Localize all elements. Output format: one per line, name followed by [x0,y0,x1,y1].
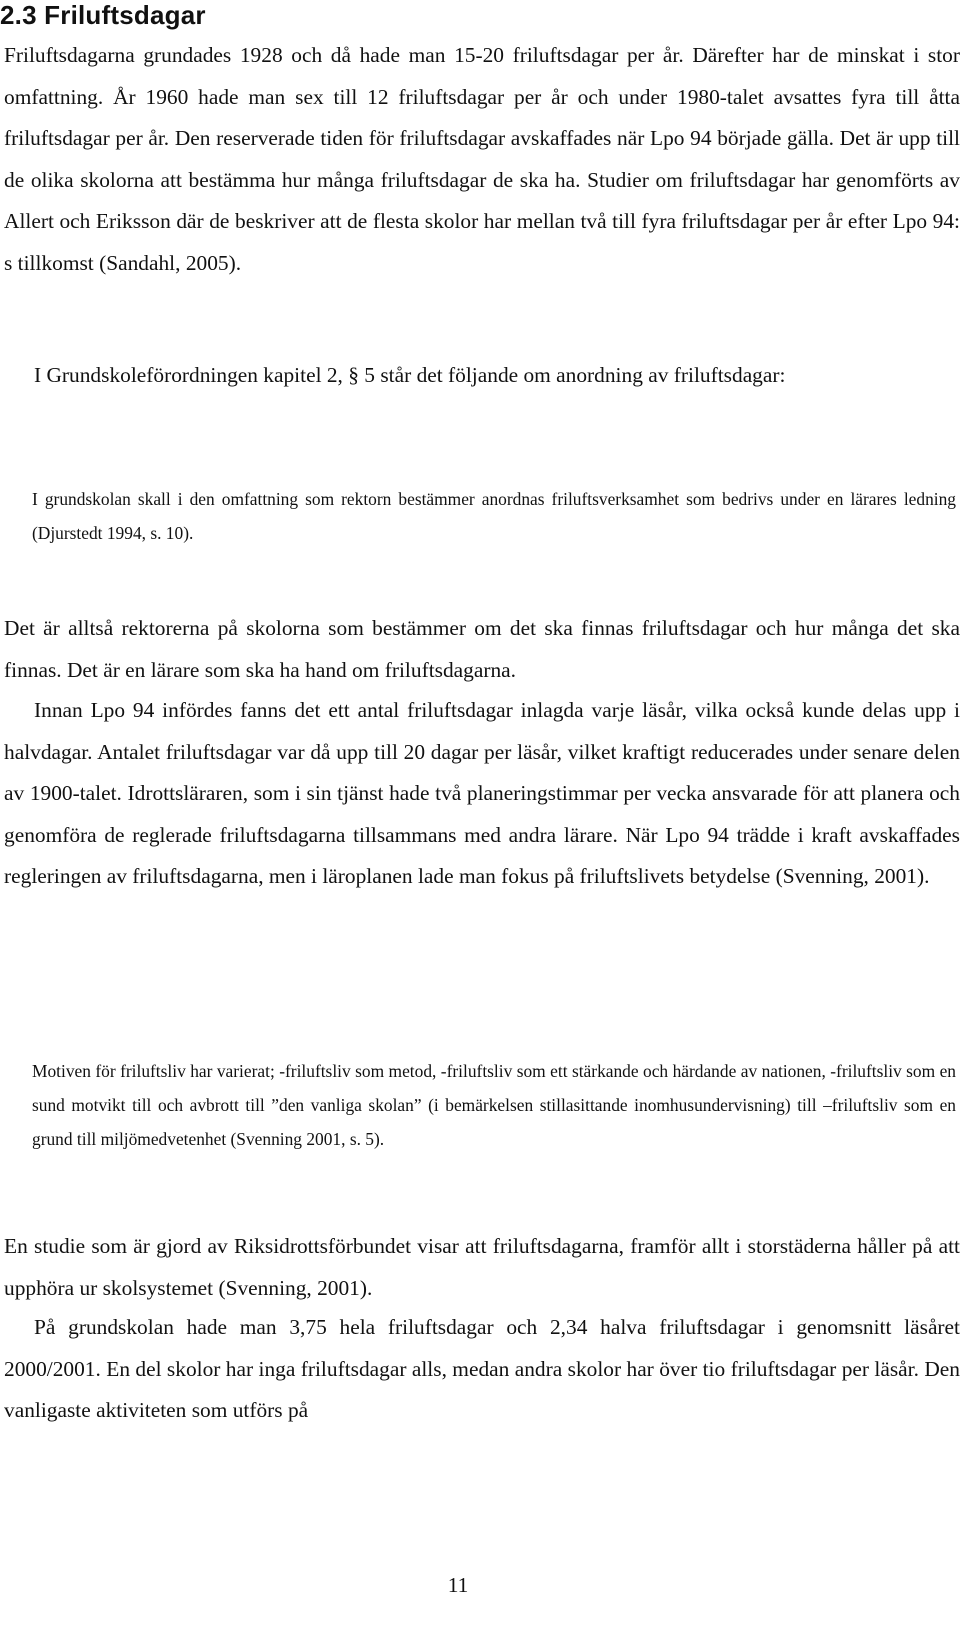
paragraph-grundskoleforordningen: I Grundskoleförordningen kapitel 2, § 5 står det följande om anordning av friluftsdagar: [34,363,786,387]
block-quote-motiven: Motiven för friluftsliv har varierat; -friluftsliv som metod, -friluftsliv som ett stärkande och härdande av nationen, -friluftsliv som en sund motvikt till och avbrott till ”den vanliga skolan” (i bemärkelsen stillasittande inomhusundervisning) till –friluftsliv som en grund till miljömedvetenhet (Svenning 2001, s. 5). [32,1061,956,1149]
page-number: 11 [447,1573,469,1597]
paragraph-history: Friluftsdagarna grundades 1928 och då hade man 15-20 friluftsdagar per år. Därefter har de minskat i stor omfattning. År 1960 hade man sex till 12 friluftsdagar per år och under 1980-talet avsattes fyra till åtta friluftsdagar per år. Den reserverade tiden för friluftsdagar avskaffades när Lpo 94 började gälla. Det är upp till de olika skolorna att bestämma hur många friluftsdagar de ska ha. Studier om friluftsdagar har genomförts av Allert och Eriksson där de beskriver att de flesta skolor har mellan två till fyra friluftsdagar per år efter Lpo 94: s tillkomst (Sandahl, 2005). [4,43,960,275]
paragraph-innan-lpo94: Innan Lpo 94 infördes fanns det ett antal friluftsdagar inlagda varje läsår, vilka också kunde delas upp i halvdagar. Antalet friluftsdagar var då upp till 20 dagar per läsår, vilket kraftigt reducerades under senare delen av 1900-talet. Idrottsläraren, som i sin tjänst hade två planeringstimmar per vecka ansvarade för att planera och genomföra de reglerade friluftsdagarna tillsammans med andra lärare. När Lpo 94 trädde i kraft avskaffades regleringen av friluftsdagarna, men i läroplanen lade man fokus på friluftslivets betydelse (Svenning, 2001). [4,698,960,888]
paragraph-rektorerna: Det är alltså rektorerna på skolorna som bestämmer om det ska finnas friluftsdagar och hur många det ska finnas. Det är en lärare som ska ha hand om friluftsdagarna. [4,616,960,682]
section-heading: 2.3 Friluftsdagar [0,0,206,30]
paragraph-grundskolan-statistik: På grundskolan hade man 3,75 hela friluftsdagar och 2,34 halva friluftsdagar i genomsnitt läsåret 2000/2001. En del skolor har inga friluftsdagar alls, medan andra skolor har över tio friluftsdagar per läsår. Den vanligaste aktiviteten som utförs på [4,1315,960,1422]
paragraph-riksidrottsforbundet: En studie som är gjord av Riksidrottsförbundet visar att friluftsdagarna, framför allt i storstäderna håller på att upphöra ur skolsystemet (Svenning, 2001). [4,1234,960,1300]
block-quote-grundskolan: I grundskolan skall i den omfattning som rektorn bestämmer anordnas friluftsverksamhet som bedrivs under en lärares ledning (Djurstedt 1994, s. 10). [32,489,956,543]
